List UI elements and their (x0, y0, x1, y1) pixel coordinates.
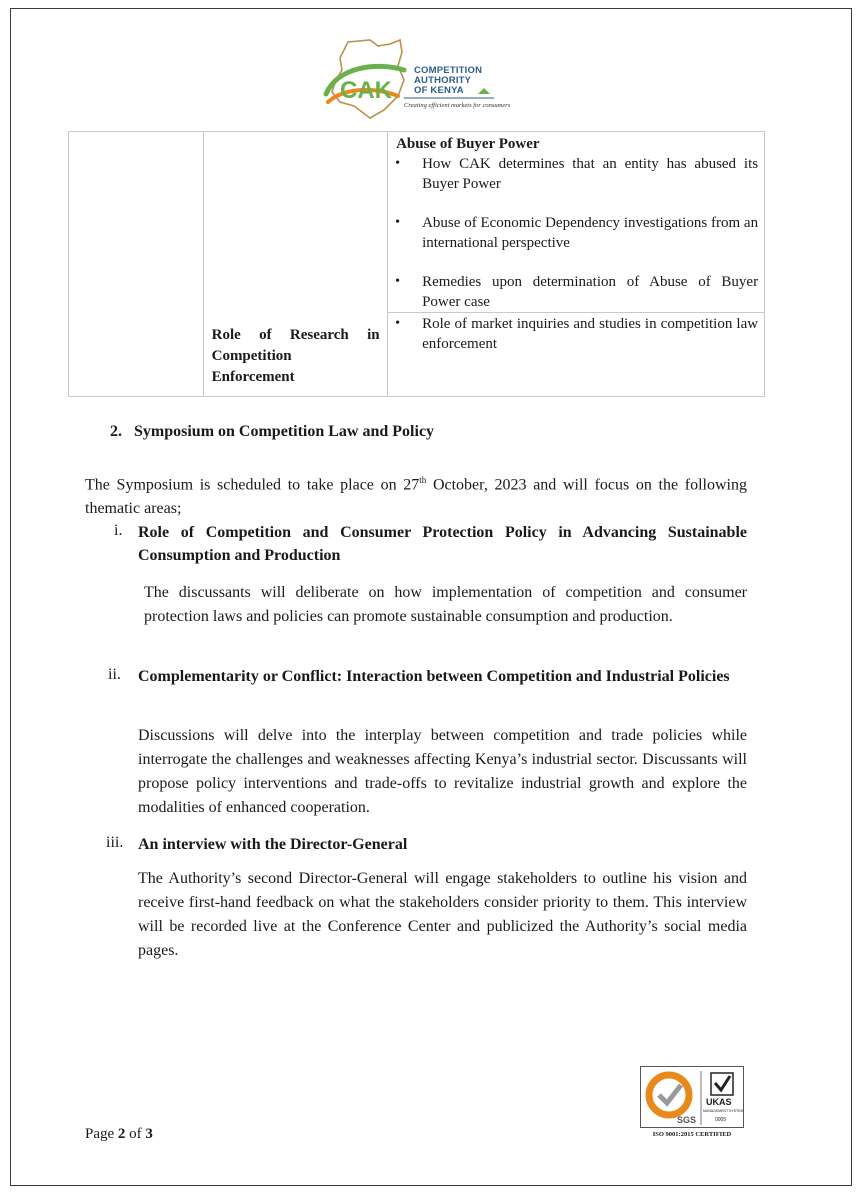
row-divider (388, 312, 764, 313)
table-cell-topics (388, 132, 765, 397)
logo-wordmark (414, 66, 482, 96)
section-intro (85, 468, 747, 521)
item-number: i. (114, 522, 123, 539)
role-word-1: Role (211, 327, 241, 343)
item-body: Discussions will delve into the interplay between competition and trade policies while interrogate the challenges and weaknesses affecting Kenya’s industrial sector. Discussants will propose policy interventions and trade-offs to revitalize industrial growth and explore the modalities of enhanced cooperation. (138, 727, 747, 816)
intro-text-b: October, 2023 and will focus on the following thematic areas; (85, 476, 747, 518)
page-prefix: Page (85, 1126, 118, 1142)
logo-line-3: OF KENYA (414, 85, 464, 96)
bullet-item: • How CAK determines that an entity has abused its Buyer Power (422, 154, 758, 194)
svg-text:UKAS: UKAS (706, 1097, 732, 1107)
intro-text-a: The Symposium is scheduled to take place on 27 (85, 476, 420, 494)
item-number: iii. (106, 834, 124, 851)
bullet-item: • Remedies upon determination of Abuse of Buyer Power case (422, 272, 758, 312)
section-heading (110, 423, 434, 441)
section-number: 2. (110, 423, 122, 440)
logo-line-2: AUTHORITY (414, 75, 472, 86)
role-word-2: of (259, 327, 272, 343)
bullet-item: • Role of market inquiries and studies in competition law enforcement (422, 314, 758, 354)
topics-table (68, 131, 765, 397)
abuse-buyer-power-heading: Abuse of Buyer Power (396, 136, 540, 152)
role-research-label (212, 325, 380, 388)
svg-text:CAK: CAK (340, 77, 392, 104)
svg-text:0005: 0005 (715, 1117, 727, 1123)
role-word-4: in (367, 327, 380, 343)
page-current: 2 (117, 1126, 126, 1142)
iso-certification-badge (640, 1066, 744, 1128)
page-of: of (125, 1126, 146, 1142)
svg-text:MANAGEMENT SYSTEMS: MANAGEMENT SYSTEMS (703, 1109, 743, 1113)
page-number (85, 1126, 153, 1143)
table-cell-role (203, 132, 387, 397)
svg-text:SGS: SGS (677, 1115, 697, 1125)
item-body: The discussants will deliberate on how implementation of competition and consumer protection laws and policies can promote sustainable consumption and production. (144, 584, 747, 625)
role-line-3: Enforcement (211, 369, 295, 385)
sgs-ukas-icon (641, 1067, 743, 1127)
item-title: An interview with the Director-General (138, 836, 408, 853)
item-title: Complementarity or Conflict: Interaction between Competition and Industrial Policies (138, 668, 730, 685)
role-word-3: Research (289, 327, 349, 343)
cak-logo (318, 36, 518, 122)
iso-certified-label: ISO 9001:2015 CERTIFIED (652, 1131, 732, 1138)
item-title: Role of Competition and Consumer Protection Policy in Advancing Sustainable Consumption and Production (138, 524, 747, 564)
item-body: The Authority’s second Director-General will engage stakeholders to outline his vision and receive first-hand feedback on what the stakeholders consider priority to them. This interview will be recorded live at the Conference Center and publicized the Authority’s social media pages. (138, 870, 747, 959)
logo-tagline: Creating efficient markets for consumers (404, 102, 511, 109)
bullet-item: • Abuse of Economic Dependency investigations from an international perspective (422, 213, 758, 253)
page-total: 3 (145, 1126, 153, 1142)
role-line-2: Competition (211, 348, 292, 364)
table-cell-empty (69, 132, 204, 397)
section-title: Symposium on Competition Law and Policy (134, 423, 435, 440)
item-number: ii. (108, 666, 121, 683)
intro-sup: th (419, 475, 427, 485)
logo-line-1: COMPETITION (414, 65, 483, 76)
